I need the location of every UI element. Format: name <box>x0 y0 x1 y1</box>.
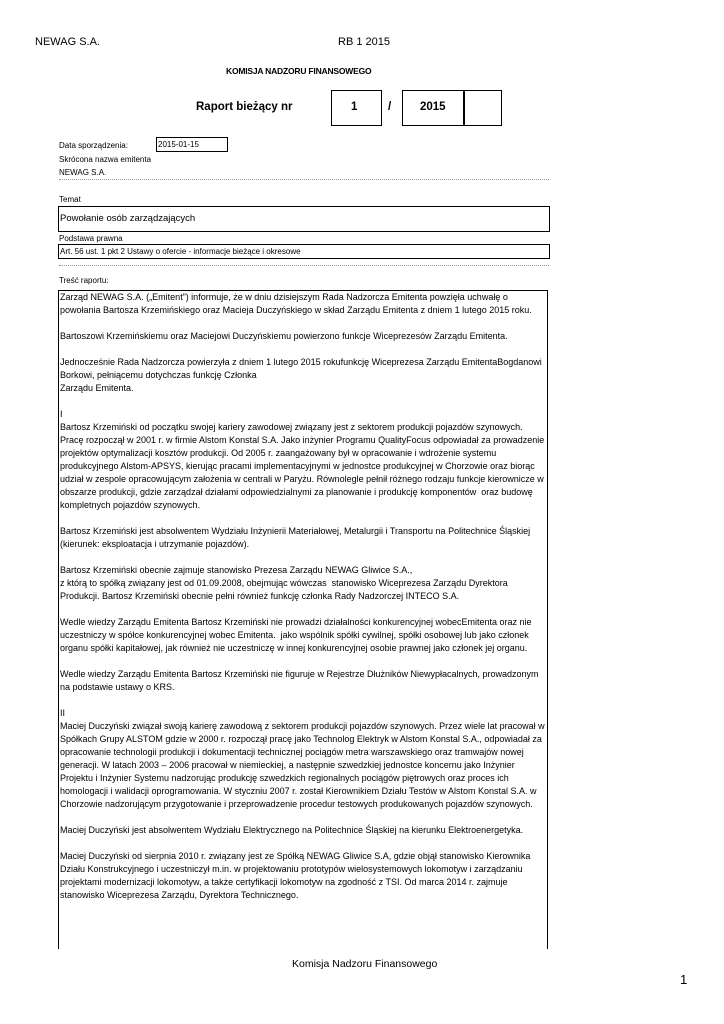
paragraph-spacer <box>59 551 547 564</box>
date-label: Data sporządzenia: <box>59 141 128 150</box>
page-number: 1 <box>680 972 688 987</box>
report-extra-box <box>463 90 502 126</box>
divider <box>59 265 549 266</box>
report-paragraph: Bartosz Krzemiński jest absolwentem Wydziału Inżynierii Materiałowej, Metalurgii i Transportu na Politechnice Śląskiej (kierunek: eksploatacja i utrzymanie pojazdów). <box>60 526 533 549</box>
topic-label: Temat <box>59 195 81 204</box>
legal-basis-label: Podstawa prawna <box>59 234 123 243</box>
footer-authority: Komisja Nadzoru Finansowego <box>292 958 438 970</box>
paragraph-spacer <box>59 655 547 668</box>
report-paragraph: Zarząd NEWAG S.A. („Emitent”) informuje, że w dniu dzisiejszym Rada Nadzorcza Emitenta powzięła uchwałę o powołania Bartosza Krzemińskiego oraz Macieja Duczyńskiego w skład Zarządu Emitenta z dniem 1 lutego 2015 roku. <box>60 292 532 315</box>
report-paragraph: Maciej Duczyński od sierpnia 2010 r. związany jest ze Spółką NEWAG Gliwice S.A, gdzie objął stanowisko Kierownika Działu Konstrukcyjnego i uczestniczył m.in. w projektowaniu prototypów wielosystemowych lokomotyw i zarządzaniu projektami modernizacji lokomotyw, a także certyfikacji lokomotyw na zgodność z TSI. Od marca 2014 r. zajmuje stanowisko Wiceprezesa Zarządu, Dyrektora Technicznego. <box>60 851 533 900</box>
header-report-code: RB 1 2015 <box>338 36 390 48</box>
report-paragraph: Maciej Duczyński jest absolwentem Wydziału Elektrycznego na Politechnice Śląskiej na kierunku Elektroenergetyka. <box>60 825 524 835</box>
content-label: Treść raportu: <box>59 276 109 285</box>
report-content <box>58 290 548 949</box>
report-paragraph: Bartosz Krzemiński obecnie zajmuje stanowisko Prezesa Zarządu NEWAG Gliwice S.A., z którą to spółką związany jest od 01.09.2008, obejmując wówczas stanowisko Wiceprezesa Zarządu Dyrektora Produkcji. Bartosz Krzemiński obecnie pełni również funkcję członka Rady Nadzorczej INTECO S.A. <box>60 565 508 601</box>
paragraph-spacer <box>59 512 547 525</box>
report-paragraph: Wedle wiedzy Zarządu Emitenta Bartosz Krzemiński nie figuruje w Rejestrze Dłużników Niewypłacalnych, prowadzonym na podstawie ustawy o KRS. <box>60 669 542 692</box>
report-paragraph: I Bartosz Krzemiński od początku swojej kariery zawodowej związany jest z sektorem produkcji pojazdów szynowych. Pracę rozpoczął w 2001 r. w firmie Alstom Konstal S.A. Jako inżynier Programu QualityFocus odpowiadał za prowadzenie projektów optymalizacji kosztów produkcji. Od 2005 r. zaangażowany był w opracowanie i wdrożenie systemu produkcyjnego Alstom-APSYS, kierując pracami implementacyjnymi w jednostce produkcyjnej w Chorzowie oraz biorąc udział w zespole opracowującym założenia w centrali w Paryżu. Równolegle pełnił różnego rodzaju funkcje kierownicze w obszarze produkcji, gdzie zarządzał działami odpowiedzialnymi za planowanie i produkcję komponentów oraz budowę kompletnych pojazdów szynowych. <box>60 409 545 510</box>
divider <box>59 179 549 180</box>
date-field <box>156 137 228 152</box>
paragraph-spacer <box>59 694 547 707</box>
legal-basis-field <box>58 244 550 259</box>
report-title: Raport bieżący nr <box>196 101 293 113</box>
report-paragraph: Bartoszowi Krzemińskiemu oraz Maciejowi Duczyńskiemu powierzono funkcje Wiceprezesów Zarządu Emitenta. <box>60 331 508 341</box>
paragraph-spacer <box>59 811 547 824</box>
short-name-value: NEWAG S.A. <box>59 168 107 177</box>
report-number: 1 <box>351 101 358 113</box>
topic-value: Powołanie osób zarządzających <box>60 213 196 224</box>
topic-field <box>58 206 550 232</box>
legal-basis-value: Art. 56 ust. 1 pkt 2 Ustawy o ofercie - informacje bieżące i okresowe <box>60 247 301 256</box>
paragraph-spacer <box>59 317 547 330</box>
authority-title: KOMISJA NADZORU FINANSOWEGO <box>226 66 372 76</box>
report-slash: / <box>388 101 392 113</box>
paragraph-spacer <box>59 837 547 850</box>
short-name-label: Skrócona nazwa emitenta <box>59 155 152 164</box>
paragraph-spacer <box>59 395 547 408</box>
report-paragraph: II Maciej Duczyński związał swoją karierę zawodową z sektorem produkcji pojazdów szynowych. Przez wiele lat pracował w Spółkach Grupy ALSTOM gdzie w 2000 r. rozpoczął pracę jako Technolog Elektryk w Alstom Konstal S.A., odpowiadał za opracowanie technologii produkcji i dokumentacji technicznej pociągów metra warszawskiego oraz tramwajów nowej generacji. W latach 2003 – 2006 pracował w niemieckiej, a następnie szwedzkiej jednostce koncernu jako Inżynier Projektu i Inżynier Systemu nadzorując produkcję szwedzkich regionalnych pociągów piętrowych oraz proces ich homologacji i walidacji oprogramowania. W styczniu 2007 r. został Kierownikiem Działu Testów w Alstom Konstal S.A. w Chorzowie nadzorującym przygotowanie i przeprowadzenie procedur testowych produkowanych pojazdów szynowych. <box>60 708 545 809</box>
header-company: NEWAG S.A. <box>35 36 100 48</box>
report-paragraph: Wedle wiedzy Zarządu Emitenta Bartosz Krzemiński nie prowadzi działalności konkurencyjnej wobecEmitenta oraz nie uczestniczy w spółce konkurencyjnej wobec Emitenta. jako wspólnik spółki cywilnej, spółki osobowej lub jako członek organu spółki kapitałowej, jak również nie uczestniczę w innej konkurencyjnej osobie prawnej jako członek jej organu. <box>60 617 535 653</box>
date-value: 2015-01-15 <box>158 140 199 149</box>
paragraph-spacer <box>59 603 547 616</box>
report-year: 2015 <box>420 101 446 113</box>
paragraph-spacer <box>59 343 547 356</box>
report-paragraph: Jednocześnie Rada Nadzorcza powierzyła z dniem 1 lutego 2015 rokufunkcję Wiceprezesa Zarządu EmitentaBogdanowi Borkowi, pełniącemu dotychczas funkcję Członka Zarządu Emitenta. <box>60 357 542 393</box>
